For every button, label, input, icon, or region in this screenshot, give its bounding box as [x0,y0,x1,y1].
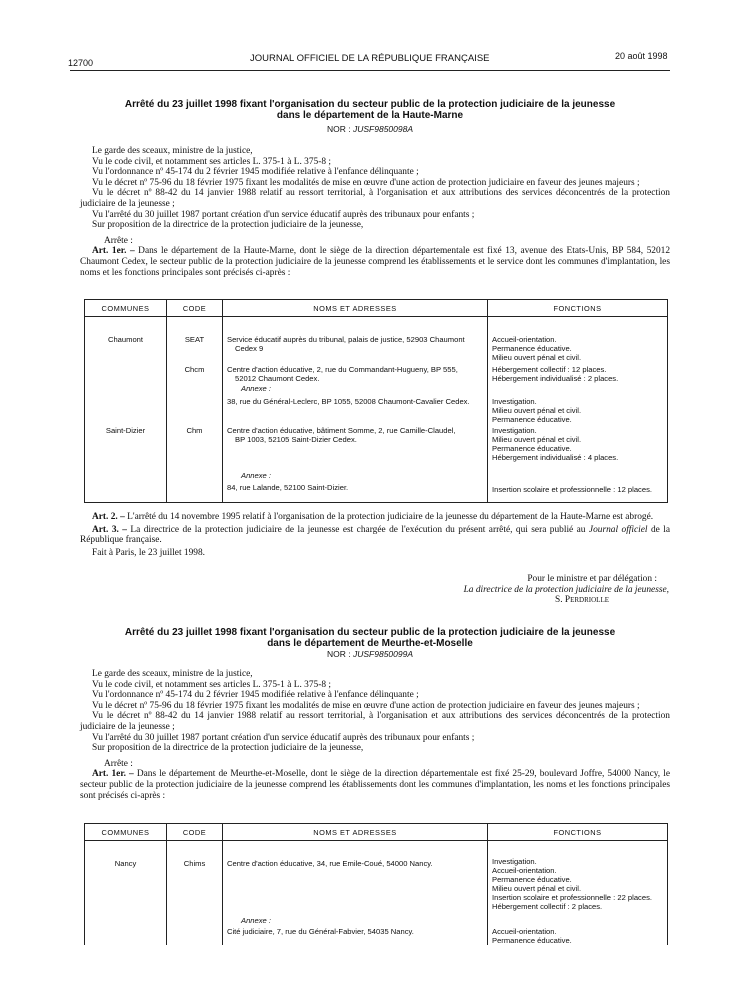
visa: Vu l'ordonnance nº 45-174 du 2 février 1945 modifiée relative à l'enfance délinquante ; [92,167,419,178]
visa: Sur proposition de la directrice de la protection judiciaire de la jeunesse, [92,220,364,231]
text-line: BP 1003, 52105 Saint-Dizier Cedex. [235,435,357,445]
annexe-label: Annexe : [241,383,271,393]
cell-fonctions [488,426,668,464]
cell-code: Chm [167,426,223,464]
text-line: Permanence éducative. [492,344,572,353]
article-2 [80,512,670,523]
decree2-title-line1: Arrêté du 23 juillet 1998 fixant l'organisation du secteur public de la protection judiciaire de la jeunesse [124,627,616,638]
table-row [85,317,668,365]
article-text: Dans le département de Meurthe-et-Moselle, dont le siège de la direction départementale est fixé 25-29, boulevard Joffre, 54000 Nancy, le secteur public de la protection judiciaire de la jeunesse comprend les établissements dont les communes d'implantation, les noms et les fonctions principales sont précisés ci-après : [80,769,670,801]
signatory-name: S. Perdriolle [555,595,609,606]
signature-line: Pour le ministre et par délégation : [527,574,657,584]
article-label: Art. 1er. – [92,769,134,780]
text-line: Investigation. [492,857,537,866]
cell-commune: Nancy [85,841,167,912]
cell-commune [85,365,167,384]
cell-fonctions [488,365,668,384]
nor-code: JUSF9850098A [352,124,413,134]
cell-code [167,911,223,945]
arrete: Arrête : [104,758,133,769]
page-number: 12700 [68,58,94,68]
text-line: Permanence éducative. [492,936,572,945]
visa: Le garde des sceaux, ministre de la justice, [92,669,253,679]
text-line: Milieu ouvert pénal et civil. [492,884,582,893]
text-line: Cedex 9 [235,344,264,353]
visa: Vu l'ordonnance nº 45-174 du 2 février 1945 modifiée relative à l'enfance délinquante ; [92,690,419,701]
text-line: Milieu ouvert pénal et civil. [492,353,582,362]
col-header-fonctions: FONCTIONS [488,300,668,317]
col-header-noms: NOMS ET ADRESSES [223,824,488,841]
text-line: Insertion scolaire et professionnelle : 12 places. [492,484,652,494]
article-text: Dans le département de la Haute-Marne, dont le siège de la direction départementale est fixé 13, avenue des Etats-Unis, BP 584, 52012 Chaumont Cedex, le secteur public de la protection judiciaire de la jeunesse comprend les établissements et le service dont les communes d'implantation, les noms et les fonctions principales sont précisés ci-après : [80,246,671,278]
cell-fonctions [488,911,668,945]
article-1 [80,769,670,801]
text-line: Milieu ouvert pénal et civil. [492,405,582,415]
col-header-communes: COMMUNES [85,824,167,841]
cell-fonctions [488,317,668,365]
article-3 [80,525,670,546]
text-line: Hébergement individualisé : 4 places. [492,453,619,463]
nor-label: NOR : [326,649,351,659]
text-line: Cité judiciaire, 7, rue du Général-Fabvier, 54035 Nancy. [227,927,414,936]
text-line: Hébergement collectif : 12 places. [492,364,607,374]
cell-noms [223,911,488,945]
visa: Vu le décret nº 88-42 du 14 janvier 1988 relatif au ressort territorial, à l'organisation et aux attributions des services déconcentrés de la protection judiciaire de la jeunesse ; [80,188,670,209]
article-1 [80,246,670,278]
cell-noms [223,384,488,427]
col-header-code: CODE [167,824,223,841]
journal-title: JOURNAL OFFICIEL DE LA RÉPUBLIQUE FRANÇAISE [250,53,490,64]
table-row [85,841,668,912]
article-label: Art. 3. – [92,524,127,535]
col-header-communes: COMMUNES [85,300,167,317]
cell-noms [223,426,488,464]
visa: Sur proposition de la directrice de la protection judiciaire de la jeunesse, [92,743,364,754]
text-line: Accueil-orientation. [492,927,557,936]
text-line: 38, rue du Général-Leclerc, BP 1055, 52008 Chaumont-Cavalier Cedex. [227,396,470,406]
cell-fonctions [488,465,668,503]
col-header-code: CODE [167,300,223,317]
table-row [85,384,668,427]
arrete: Arrête : [104,235,133,246]
nor-code: JUSF9850099A [352,649,413,659]
visa: Vu l'arrêté du 30 juillet 1987 portant création d'un service éducatif auprès des tribunaux pour enfants ; [92,209,475,220]
visa: Vu le décret nº 88-42 du 14 janvier 1988 relatif au ressort territorial, à l'organisation et aux attributions des services déconcentrés de la protection judiciaire de la jeunesse ; [80,711,670,732]
article-text: de la République française. [80,524,671,546]
text-line: Accueil-orientation. [492,866,557,875]
decree2-title-line2: dans le département de Meurthe-et-Moselle [267,638,473,649]
cell-code: Chims [167,841,223,912]
article-text: L'arrêté du 14 novembre 1995 relatif à l'organisation de la protection judiciaire de la jeunesse du département de la Haute-Marne est abrogé. [127,512,654,522]
decree2-title [85,627,655,649]
annexe-label: Annexe : [241,916,271,925]
visa: Vu le code civil, et notamment ses articles L. 375-1 à L. 375-8 ; [92,679,331,690]
cell-fonctions [488,384,668,427]
article-label: Art. 2. – [92,512,125,522]
decree1-closing [80,512,670,558]
decree1-title [85,99,655,121]
text-line: Permanence éducative. [492,414,572,424]
visa: Le garde des sceaux, ministre de la justice, [92,146,253,156]
journal-name: Journal officiel [588,524,648,535]
header-rule [70,70,670,71]
visa: Vu le décret nº 75-96 du 18 février 1975 fixant les modalités de mise en œuvre d'une action de protection judiciaire en faveur des jeunes majeurs ; [92,177,640,188]
decree1-title-line2: dans le département de la Haute-Marne [276,110,464,121]
col-header-fonctions: FONCTIONS [488,824,668,841]
decree1-nor [85,124,655,134]
table-row [85,426,668,464]
signature-line: La directrice de la protection judiciaire de la jeunesse, [463,584,669,595]
decree1-table [84,299,668,503]
visa: Vu l'arrêté du 30 juillet 1987 portant création d'un service éducatif auprès des tribunaux pour enfants ; [92,732,475,743]
cell-code: Chcm [167,365,223,384]
cell-commune [85,465,167,503]
nor-label: NOR : [326,124,351,134]
text-line: Permanence éducative. [492,444,572,454]
cell-noms [223,365,488,384]
decree2-table [84,823,668,945]
issue-date: 20 août 1998 [615,51,668,61]
article-text: La directrice de la protection judiciaire de la jeunesse est chargée de l'exécution du présent arrêté, qui sera publié au [130,524,589,535]
text-line: Centre d'action éducative, 2, rue du Commandant-Hugueny, BP 555, [227,364,458,374]
text-line: 52012 Chaumont Cedex. [235,373,320,383]
cell-commune [85,911,167,945]
decree2-visas [80,669,670,801]
annexe-label: Annexe : [241,470,271,480]
cell-noms [223,841,488,912]
decree1-signature [464,574,669,606]
table-row [85,911,668,945]
col-header-noms: NOMS ET ADRESSES [223,300,488,317]
text-line: Accueil-orientation. [492,335,557,344]
cell-code [167,465,223,503]
visa: Vu le code civil, et notamment ses articles L. 375-1 à L. 375-8 ; [92,156,331,167]
cell-noms [223,317,488,365]
text-line: Centre d'action éducative, 34, rue Emile-Coué, 54000 Nancy. [227,859,433,868]
text-line: Milieu ouvert pénal et civil. [492,435,582,445]
text-line: Investigation. [492,426,537,436]
cell-noms [223,465,488,503]
text-line: Permanence éducative. [492,875,572,884]
cell-code [167,384,223,427]
cell-commune: Saint-Dizier [85,426,167,464]
article-label: Art. 1er. – [92,246,135,257]
text-line: Hébergement collectif : 2 places. [492,902,603,911]
decree2-nor [85,649,655,659]
text-line: Service éducatif auprès du tribunal, palais de justice, 52903 Chaumont [227,335,465,344]
visa: Vu le décret nº 75-96 du 18 février 1975 fixant les modalités de mise en œuvre d'une action de protection judiciaire en faveur des jeunes majeurs ; [92,700,640,711]
text-line: Investigation. [492,396,537,406]
cell-commune [85,384,167,427]
text-line: Insertion scolaire et professionnelle : 22 places. [492,893,652,902]
decree1-title-line1: Arrêté du 23 juillet 1998 fixant l'organisation du secteur public de la protection judiciaire de la jeunesse [124,99,616,110]
fait-a: Fait à Paris, le 23 juillet 1998. [92,547,206,558]
text-line: Hébergement individualisé : 2 places. [492,373,619,383]
table-row [85,365,668,384]
cell-commune: Chaumont [85,317,167,365]
cell-code: SEAT [167,317,223,365]
text-line: Centre d'action éducative, bâtiment Somme, 2, rue Camille-Claudel, [227,426,456,436]
decree1-visas [80,146,670,278]
table-row [85,465,668,503]
text-line: 84, rue Lalande, 52100 Saint-Dizier. [227,482,349,492]
cell-fonctions [488,841,668,912]
